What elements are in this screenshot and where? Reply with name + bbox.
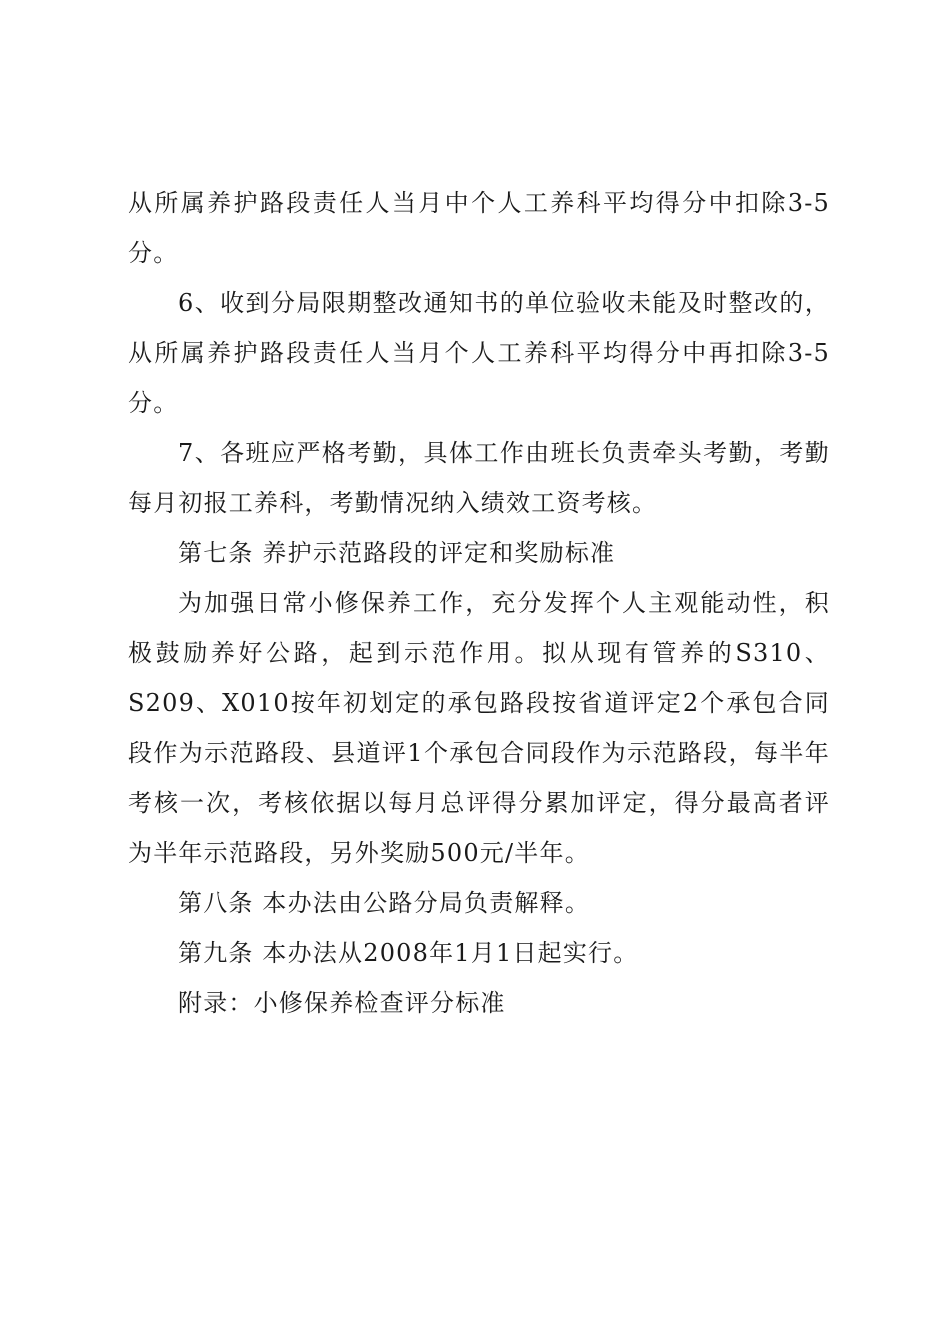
appendix-line: 附录：小修保养检查评分标准: [178, 989, 506, 1017]
paragraph-continuation: 从所属养护路段责任人当月中个人工养科平均得分中扣除3-5分。: [128, 189, 830, 267]
article-9: 第九条 本办法从2008年1月1日起实行。: [178, 939, 639, 967]
article-7-heading: 第七条 养护示范路段的评定和奖励标准: [178, 539, 616, 567]
document-page: [128, 178, 830, 1028]
paragraph-item-6: 6、收到分局限期整改通知书的单位验收未能及时整改的，从所属养护路段责任人当月个人工养科平均得分中再扣除3-5分。: [128, 289, 830, 417]
paragraph-article-7-body: 为加强日常小修保养工作，充分发挥个人主观能动性，积极鼓励养好公路，起到示范作用。拟从现有管养的S310、S209、X010按年初划定的承包路段按省道评定2个承包合同段作为示范路段、县道评1个承包合同段作为示范路段，每半年考核一次，考核依据以每月总评得分累加评定，得分最高者评为半年示范路段，另外奖励500元/半年。: [128, 589, 830, 867]
paragraph-item-7: 7、各班应严格考勤，具体工作由班长负责牵头考勤，考勤每月初报工养科，考勤情况纳入绩效工资考核。: [128, 439, 830, 517]
article-8: 第八条 本办法由公路分局负责解释。: [178, 889, 591, 917]
